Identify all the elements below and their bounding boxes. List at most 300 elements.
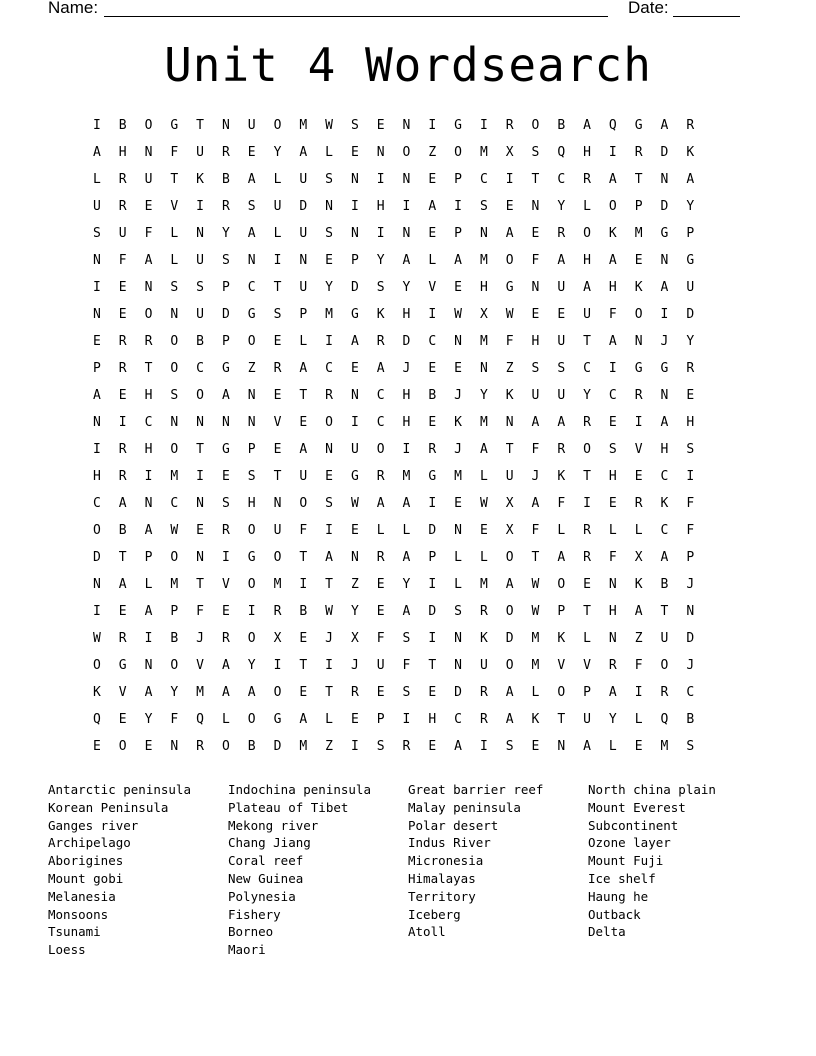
grid-row: [84, 440, 703, 467]
grid-letter: W: [479, 496, 488, 511]
grid-letter: N: [170, 307, 179, 322]
grid-letter: U: [299, 469, 308, 484]
grid-letter: O: [608, 199, 617, 214]
grid-letter: C: [660, 523, 669, 538]
grid-letter: Y: [144, 712, 153, 727]
word-item: Delta: [588, 924, 626, 940]
grid-letter: M: [531, 631, 540, 646]
grid-letter: G: [350, 469, 359, 484]
grid-letter: V: [196, 658, 204, 673]
grid-letter: K: [479, 631, 488, 646]
grid-letter: O: [247, 523, 256, 538]
grid-letter: H: [608, 469, 617, 484]
grid-letter: L: [273, 172, 282, 187]
grid-letter: R: [273, 361, 282, 376]
grid-letter: O: [557, 577, 566, 592]
grid-letter: R: [196, 739, 204, 754]
grid-letter: O: [247, 631, 256, 646]
grid-letter: O: [325, 415, 333, 430]
grid-letter: A: [247, 172, 256, 187]
grid-letter: U: [196, 145, 204, 160]
grid-letter: I: [92, 280, 101, 295]
grid-letter: L: [376, 523, 385, 538]
grid-letter: R: [118, 199, 127, 214]
grid-letter: N: [144, 280, 153, 295]
word-item: Maori: [228, 942, 266, 958]
grid-letter: N: [660, 172, 669, 187]
grid-letter: E: [325, 469, 333, 484]
grid-letter: N: [221, 415, 230, 430]
grid-letter: B: [428, 388, 437, 403]
grid-letter: A: [144, 604, 153, 619]
grid-letter: C: [170, 496, 179, 511]
grid-letter: F: [531, 253, 540, 268]
grid-letter: R: [118, 469, 127, 484]
grid-letter: R: [402, 739, 411, 754]
grid-letter: R: [479, 685, 488, 700]
grid-letter: M: [634, 226, 643, 241]
grid-letter: H: [118, 145, 127, 160]
grid-letter: O: [196, 388, 204, 403]
grid-letter: R: [583, 550, 591, 565]
grid-letter: F: [608, 550, 617, 565]
grid-letter: U: [196, 307, 204, 322]
word-item: Mount Everest: [588, 799, 686, 815]
grid-letter: N: [531, 199, 540, 214]
grid-letter: O: [118, 739, 127, 754]
grid-letter: S: [402, 631, 411, 646]
grid-letter: N: [144, 658, 153, 673]
grid-letter: N: [402, 118, 411, 133]
grid-row: [84, 737, 703, 764]
word-item: Korean Peninsula: [48, 799, 169, 815]
grid-letter: H: [660, 442, 669, 457]
grid-letter: K: [557, 631, 566, 646]
grid-letter: S: [350, 118, 359, 133]
grid-letter: O: [221, 739, 230, 754]
word-item: Melanesia: [48, 888, 116, 904]
grid-letter: U: [118, 226, 127, 241]
grid-letter: I: [402, 712, 411, 727]
grid-letter: L: [531, 685, 540, 700]
grid-letter: M: [531, 658, 540, 673]
date-field[interactable]: [673, 16, 740, 17]
grid-letter: Z: [428, 145, 437, 160]
grid-letter: O: [299, 496, 308, 511]
grid-letter: J: [686, 658, 695, 673]
grid-letter: N: [247, 253, 256, 268]
grid-letter: R: [634, 388, 643, 403]
word-item: Chang Jiang: [228, 835, 311, 851]
word-item: Great barrier reef: [408, 782, 544, 797]
grid-letter: I: [221, 550, 230, 565]
grid-letter: G: [428, 469, 437, 484]
grid-letter: S: [479, 199, 488, 214]
grid-letter: U: [531, 388, 540, 403]
grid-row: [84, 332, 703, 359]
grid-row: [84, 710, 703, 737]
name-field[interactable]: [104, 16, 608, 17]
grid-letter: Y: [273, 145, 282, 160]
grid-letter: N: [531, 280, 540, 295]
grid-letter: A: [428, 199, 437, 214]
grid-letter: X: [505, 145, 514, 160]
grid-letter: I: [350, 739, 359, 754]
grid-letter: J: [325, 631, 333, 646]
grid-letter: A: [92, 388, 101, 403]
grid-letter: W: [454, 307, 462, 322]
grid-letter: P: [454, 172, 462, 187]
grid-letter: I: [428, 496, 437, 511]
grid-letter: P: [686, 226, 695, 241]
grid-letter: A: [221, 658, 230, 673]
grid-letter: W: [92, 631, 101, 646]
grid-letter: O: [144, 307, 153, 322]
grid-letter: R: [428, 442, 437, 457]
grid-letter: A: [221, 685, 230, 700]
grid-letter: Y: [608, 712, 617, 727]
grid-letter: F: [196, 604, 204, 619]
grid-letter: O: [505, 658, 514, 673]
grid-letter: R: [686, 361, 695, 376]
word-item: Haung he: [588, 888, 649, 904]
grid-letter: C: [428, 334, 437, 349]
grid-letter: N: [92, 577, 101, 592]
grid-letter: F: [531, 523, 540, 538]
grid-letter: Y: [686, 334, 695, 349]
grid-letter: E: [376, 604, 385, 619]
grid-letter: E: [118, 604, 127, 619]
grid-letter: A: [557, 253, 566, 268]
grid-letter: Y: [686, 199, 695, 214]
grid-letter: Y: [350, 604, 359, 619]
grid-letter: H: [583, 253, 591, 268]
grid-letter: S: [247, 469, 256, 484]
grid-letter: A: [531, 415, 540, 430]
grid-letter: S: [325, 496, 333, 511]
word-item: Mount Fuji: [588, 853, 664, 869]
grid-letter: H: [402, 415, 411, 430]
grid-letter: Z: [350, 577, 359, 592]
grid-letter: F: [505, 334, 514, 349]
grid-letter: O: [557, 685, 566, 700]
grid-row: [84, 143, 703, 170]
grid-letter: R: [273, 604, 282, 619]
grid-letter: D: [660, 145, 669, 160]
grid-letter: T: [144, 361, 153, 376]
grid-letter: L: [479, 550, 488, 565]
grid-letter: O: [247, 334, 256, 349]
grid-letter: E: [299, 685, 308, 700]
grid-letter: B: [660, 577, 669, 592]
grid-letter: N: [376, 145, 385, 160]
grid-letter: V: [428, 280, 437, 295]
name-label: Name:: [48, 0, 99, 17]
grid-letter: F: [557, 496, 566, 511]
word-item: Ice shelf: [588, 870, 656, 886]
grid-letter: J: [454, 442, 462, 457]
grid-letter: E: [273, 442, 282, 457]
grid-letter: H: [479, 280, 488, 295]
grid-letter: D: [350, 280, 359, 295]
grid-letter: T: [583, 334, 591, 349]
grid-letter: R: [583, 523, 591, 538]
grid-letter: I: [247, 604, 256, 619]
grid-letter: V: [221, 577, 230, 592]
grid-letter: T: [118, 550, 127, 565]
grid-letter: L: [170, 226, 179, 241]
grid-letter: B: [247, 739, 256, 754]
grid-letter: N: [92, 415, 101, 430]
grid-letter: A: [505, 577, 514, 592]
grid-letter: S: [196, 280, 204, 295]
grid-letter: P: [376, 712, 385, 727]
grid-letter: K: [557, 469, 566, 484]
grid-letter: W: [350, 496, 359, 511]
grid-letter: K: [608, 226, 617, 241]
grid-letter: E: [118, 280, 127, 295]
grid-letter: A: [92, 145, 101, 160]
grid-row: [84, 305, 703, 332]
grid-letter: S: [531, 145, 540, 160]
grid-letter: T: [273, 280, 282, 295]
grid-letter: R: [118, 334, 127, 349]
grid-letter: U: [299, 226, 308, 241]
grid-letter: C: [325, 361, 333, 376]
grid-letter: E: [144, 739, 153, 754]
grid-letter: U: [583, 307, 591, 322]
grid-letter: D: [505, 631, 514, 646]
grid-letter: N: [660, 253, 669, 268]
grid-letter: S: [402, 685, 411, 700]
word-item: New Guinea: [228, 870, 304, 886]
grid-letter: E: [428, 226, 437, 241]
header-line: [48, 0, 740, 18]
grid-letter: S: [686, 442, 695, 457]
grid-letter: I: [350, 199, 359, 214]
word-item: Indochina peninsula: [228, 782, 371, 797]
grid-letter: K: [196, 172, 204, 187]
word-item: Mount gobi: [48, 870, 124, 886]
grid-letter: G: [247, 307, 256, 322]
grid-letter: I: [325, 523, 333, 538]
grid-letter: A: [686, 172, 695, 187]
grid-letter: B: [221, 172, 230, 187]
grid-letter: Q: [92, 712, 101, 727]
grid-letter: R: [221, 631, 230, 646]
word-item: Tsunami: [48, 924, 101, 940]
grid-letter: R: [221, 199, 230, 214]
grid-letter: E: [428, 172, 437, 187]
grid-letter: E: [634, 739, 643, 754]
grid-letter: A: [402, 253, 411, 268]
grid-letter: S: [505, 739, 514, 754]
grid-row: [84, 116, 703, 143]
grid-letter: N: [196, 496, 204, 511]
grid-letter: T: [299, 658, 308, 673]
grid-letter: E: [325, 253, 333, 268]
grid-letter: E: [350, 712, 359, 727]
grid-letter: I: [428, 631, 437, 646]
grid-letter: S: [221, 253, 230, 268]
grid-letter: C: [583, 361, 591, 376]
grid-letter: L: [634, 712, 643, 727]
grid-letter: A: [608, 334, 617, 349]
grid-letter: O: [247, 577, 256, 592]
grid-letter: I: [634, 415, 643, 430]
grid-letter: T: [428, 658, 437, 673]
grid-letter: L: [428, 253, 437, 268]
grid-letter: K: [376, 307, 385, 322]
grid-letter: Z: [247, 361, 256, 376]
grid-letter: A: [479, 442, 488, 457]
grid-letter: S: [221, 496, 230, 511]
grid-letter: H: [608, 280, 617, 295]
grid-letter: E: [531, 226, 540, 241]
word-column: [228, 781, 408, 959]
grid-letter: A: [144, 685, 153, 700]
grid-letter: N: [402, 172, 411, 187]
grid-letter: U: [196, 253, 204, 268]
grid-letter: I: [92, 442, 101, 457]
grid-letter: N: [454, 523, 462, 538]
grid-letter: J: [350, 658, 359, 673]
grid-letter: E: [454, 361, 462, 376]
grid-letter: M: [454, 469, 462, 484]
grid-letter: N: [325, 442, 333, 457]
grid-letter: N: [170, 739, 179, 754]
grid-letter: I: [273, 658, 282, 673]
grid-letter: G: [118, 658, 127, 673]
grid-letter: S: [686, 739, 695, 754]
grid-letter: D: [454, 685, 462, 700]
grid-letter: E: [428, 685, 437, 700]
grid-row: [84, 683, 703, 710]
grid-letter: A: [247, 226, 256, 241]
grid-letter: B: [196, 334, 204, 349]
word-item: Polar desert: [408, 817, 499, 833]
grid-row: [84, 197, 703, 224]
grid-letter: X: [505, 496, 514, 511]
grid-letter: K: [634, 280, 643, 295]
word-item: Loess: [48, 942, 86, 958]
grid-letter: U: [583, 712, 591, 727]
grid-letter: K: [92, 685, 101, 700]
grid-letter: K: [531, 712, 540, 727]
grid-letter: L: [479, 469, 488, 484]
grid-letter: D: [660, 199, 669, 214]
grid-letter: E: [376, 685, 385, 700]
grid-letter: R: [608, 658, 617, 673]
grid-letter: O: [505, 550, 514, 565]
grid-letter: A: [583, 118, 591, 133]
grid-letter: N: [634, 334, 643, 349]
grid-letter: O: [402, 145, 411, 160]
grid-letter: Z: [634, 631, 643, 646]
grid-letter: N: [608, 577, 617, 592]
grid-letter: S: [273, 307, 282, 322]
grid-letter: X: [505, 523, 514, 538]
grid-letter: N: [350, 226, 359, 241]
grid-letter: E: [634, 253, 643, 268]
grid-letter: A: [583, 280, 591, 295]
grid-letter: I: [402, 199, 411, 214]
grid-letter: T: [273, 469, 282, 484]
grid-letter: E: [221, 604, 230, 619]
grid-letter: C: [376, 415, 385, 430]
grid-letter: R: [686, 118, 695, 133]
grid-letter: T: [299, 388, 308, 403]
grid-letter: O: [247, 712, 256, 727]
grid-letter: L: [557, 523, 566, 538]
grid-letter: O: [170, 361, 179, 376]
grid-letter: D: [686, 307, 695, 322]
grid-row: [84, 251, 703, 278]
word-item: Borneo: [228, 924, 274, 940]
grid-letter: T: [170, 172, 179, 187]
grid-letter: M: [660, 739, 669, 754]
grid-letter: M: [299, 118, 308, 133]
grid-letter: G: [454, 118, 462, 133]
grid-letter: W: [531, 604, 540, 619]
grid-letter: O: [273, 118, 282, 133]
grid-letter: N: [196, 415, 204, 430]
grid-letter: I: [479, 739, 488, 754]
grid-letter: R: [479, 604, 488, 619]
grid-letter: I: [660, 307, 669, 322]
grid-letter: T: [325, 577, 333, 592]
grid-letter: O: [583, 442, 591, 457]
grid-letter: G: [634, 361, 643, 376]
grid-letter: N: [144, 496, 153, 511]
grid-letter: H: [402, 388, 411, 403]
grid-letter: G: [221, 442, 230, 457]
grid-letter: C: [144, 415, 153, 430]
grid-letter: O: [531, 118, 540, 133]
grid-letter: S: [170, 388, 179, 403]
word-column: [408, 781, 588, 959]
grid-letter: R: [221, 523, 230, 538]
word-item: Micronesia: [408, 853, 484, 869]
grid-letter: E: [221, 469, 230, 484]
grid-letter: P: [686, 550, 695, 565]
grid-letter: N: [92, 307, 101, 322]
grid-letter: A: [144, 523, 153, 538]
grid-letter: R: [350, 685, 359, 700]
word-item: Malay peninsula: [408, 799, 521, 815]
grid-letter: E: [92, 334, 101, 349]
grid-letter: A: [634, 604, 643, 619]
grid-letter: N: [454, 631, 462, 646]
grid-letter: S: [608, 442, 617, 457]
grid-letter: S: [325, 172, 333, 187]
grid-letter: W: [325, 604, 333, 619]
grid-letter: H: [247, 496, 256, 511]
grid-letter: I: [325, 334, 333, 349]
grid-row: [84, 359, 703, 386]
grid-letter: T: [325, 685, 333, 700]
grid-letter: R: [118, 172, 127, 187]
grid-letter: O: [505, 604, 514, 619]
grid-letter: E: [144, 199, 153, 214]
grid-letter: A: [118, 577, 127, 592]
grid-letter: J: [402, 361, 411, 376]
grid-letter: N: [402, 226, 411, 241]
word-item: Territory: [408, 888, 476, 904]
grid-letter: I: [428, 118, 437, 133]
grid-letter: E: [634, 469, 643, 484]
grid-letter: L: [325, 712, 333, 727]
